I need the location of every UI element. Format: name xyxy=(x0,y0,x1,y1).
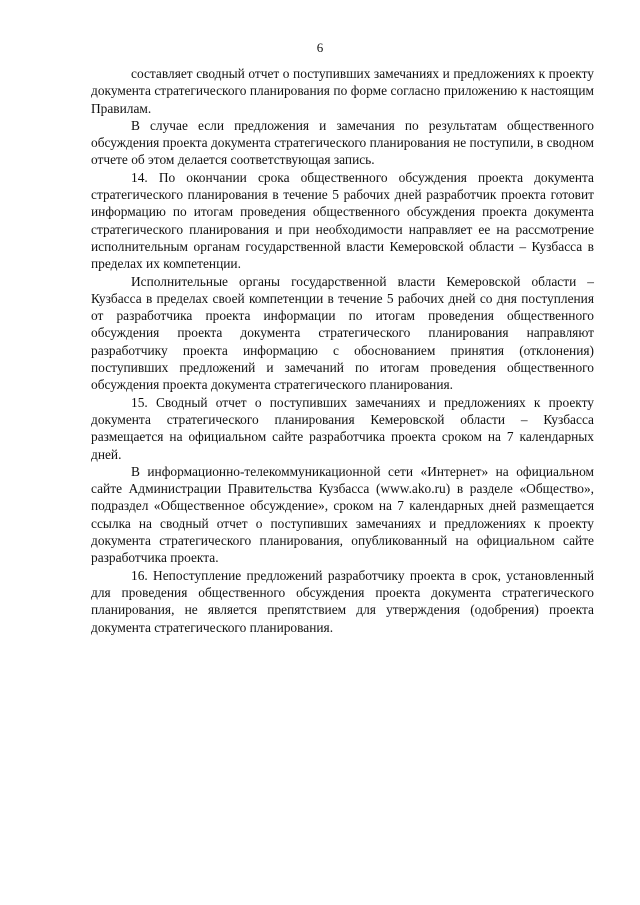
paragraph-item-15: 15. Сводный отчет о поступивших замечаниях и предложениях к проекту документа стратегического планирования Кемеровской области – Кузбасса размещается на официальном сайте разработчика проекта сроком на 7 календарных дней. xyxy=(91,394,594,462)
paragraph-item-16: 16. Непоступление предложений разработчику проекта в срок, установленный для проведения общественного обсуждения проекта документа стратегического планирования, не является препятствием для утверждения (одобрения) проекта документа стратегического планирования. xyxy=(91,567,594,635)
document-body xyxy=(91,65,594,636)
page-number: 6 xyxy=(316,40,324,55)
paragraph-item-14: 14. По окончании срока общественного обсуждения проекта документа стратегического планирования в течение 5 рабочих дней разработчик проекта готовит информацию по итогам проведения общественного обсуждения проекта документа стратегического планирования и при необходимости направляет ее на рассмотрение исполнительным органам государственной власти Кемеровской области – Кузбасса в пределах их компетенции. xyxy=(91,169,594,272)
paragraph-summary-report: составляет сводный отчет о поступивших замечаниях и предложениях к проекту документа стратегического планирования по форме согласно приложению к настоящим Правилам. xyxy=(91,66,594,116)
paragraph-executive-bodies: Исполнительные органы государственной власти Кемеровской области – Кузбасса в пределах своей компетенции в течение 5 рабочих дней со дня поступления от разработчика проекта информации по итогам проведения общественного обсуждения проекта документа стратегического планирования направляют разработчику проекта информацию с обоснованием принятия (отклонения) поступивших предложений и замечаний по итогам проведения общественного обсуждения проекта документа стратегического планирования. xyxy=(91,273,594,393)
paragraph-no-proposals: В случае если предложения и замечания по результатам общественного обсуждения проекта документа стратегического планирования не поступили, в сводном отчете об этом делается соответствующая запись. xyxy=(91,117,594,168)
paragraph-internet-link: В информационно-телекоммуникационной сети «Интернет» на официальном сайте Администрации Правительства Кузбасса (www.ako.ru) в разделе «Общество», подраздел «Общественное обсуждение», сроком на 7 календарных дней размещается ссылка на сводный отчет о поступивших замечаниях и предложениях к проекту документа стратегического планирования, опубликованный на официальном сайте разработчика проекта. xyxy=(91,463,594,566)
